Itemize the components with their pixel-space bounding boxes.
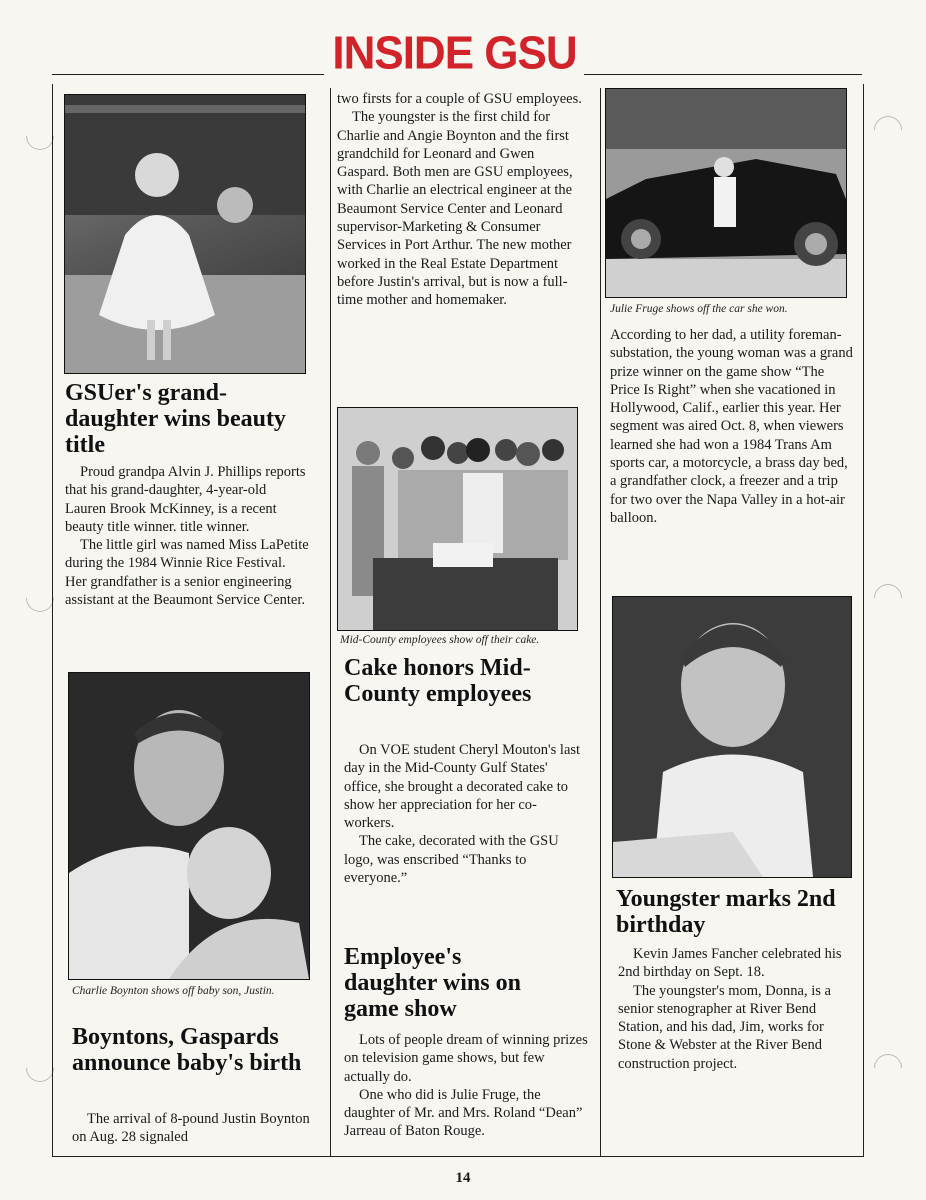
masthead [0,28,926,80]
headline-boyntons-gaspards: Boyntons, Gaspards announce baby's birth [72,1024,302,1076]
photo-beauty-queen [64,94,306,374]
story-game-show-continued [610,326,855,527]
story-game-show-continued-para: According to her dad, a utility foreman-substation, the young woman was a grand prize winner on the game show “The Price Is Right” when she vacationed in Hollywood, Calif., earlier this year. Her segment was aired Oct. 8, when viewers learned she had won a 1984 Trans Am sports car, a motorcycle, a brass day bed, a grandfather clock, a freezer and a trip for two over the Napa Valley in a hot-air balloon. [610,327,853,526]
story-youngster-birthday [618,945,853,1073]
story-cake-honors [344,741,584,887]
story-boyntons-continued-para-1: two firsts for a couple of GSU employees. [337,91,582,107]
photo-beauty-queen-graphic [65,95,305,373]
headline-youngster-birthday: Youngster marks 2nd birthday [616,886,836,938]
photo-mid-county-cake-graphic [338,408,577,630]
story-youngster-birthday-para-1: Kevin James Fancher celebrated his 2nd birthday on Sept. 18. [618,946,842,981]
story-beauty-title-para-1: Proud grandpa Alvin J. Phillips reports that his grand-daughter, 4-year-old Lauren Brook McKinney, is a recent beauty title winner. title winner. [65,464,306,535]
story-cake-honors-para-1: On VOE student Cheryl Mouton's last day in the Mid-County Gulf States' office, she brought a decorated cake to show her appreciation for her co-workers. [344,742,581,832]
photo-julie-fruge-car [605,88,847,298]
column-divider-1 [330,88,331,1156]
photo-julie-fruge-car-graphic [606,89,846,297]
story-boyntons-continued-para-2: The youngster is the first child for Charlie and Angie Boynton and the first grandchild for Leonard and Gwen Gaspard. Both men are GSU employees, with Charlie an electrical engineer at the Beaumont Service Center and Leonard supervisor-Marketing & Consumer Services in Port Arthur. The new mother worked in the Real Estate Department before Justin's arrival, but is now a full-time mother and homemaker. [337,109,573,309]
story-game-show-para-2: One who did is Julie Fruge, the daughter of Mr. and Mrs. Roland “Dean” Jarreau of Baton Rouge. [344,1086,583,1140]
masthead-title: INSIDE GSU [332,27,577,80]
masthead-rule-left [52,74,324,75]
caption-julie-fruge-car: Julie Fruge shows off the car she won. [610,303,788,315]
masthead-rule-right [584,74,862,75]
story-youngster-birthday-para-2: The youngster's mom, Donna, is a senior stenographer at River Bend Station, and his dad, Jim, works for Stone & Webster at the River Bend construction project. [618,982,831,1072]
column-divider-2 [600,88,601,1156]
photo-kevin-fancher-graphic [613,597,851,877]
photo-charlie-boynton-graphic [69,673,309,979]
caption-charlie-boynton: Charlie Boynton shows off baby son, Justin. [72,985,275,997]
headline-cake-honors: Cake honors Mid-County employees [344,655,532,707]
headline-beauty-title: GSUer's grand-daughter wins beauty title [65,380,286,458]
story-beauty-title [65,463,310,609]
page-number: 14 [455,1170,471,1186]
caption-mid-county-cake: Mid-County employees show off their cake. [340,634,540,646]
story-boyntons-gaspards [72,1110,317,1147]
story-game-show-para-1: Lots of people dream of winning prizes on television game shows, but few actually do. [344,1032,588,1085]
headline-game-show: Employee's daughter wins on game show [344,944,521,1022]
story-boyntons-continued [337,90,587,310]
photo-charlie-boynton [68,672,310,980]
story-beauty-title-para-2: The little girl was named Miss LaPetite during the 1984 Winnie Rice Festival. Her grandfather is a senior engineering assistant at the Beaumont Service Center. [65,537,309,609]
binder-hole-right-bottom [868,1048,908,1088]
photo-kevin-fancher [612,596,852,878]
story-boyntons-gaspards-para-1: The arrival of 8-pound Justin Boynton on Aug. 28 signaled [72,1111,310,1146]
binder-hole-right-top [868,110,908,150]
story-game-show [344,1031,589,1141]
photo-mid-county-cake [337,407,578,631]
story-cake-honors-para-2: The cake, decorated with the GSU logo, was enscribed “Thanks to everyone.” [344,833,559,887]
binder-hole-right-middle [868,578,908,618]
